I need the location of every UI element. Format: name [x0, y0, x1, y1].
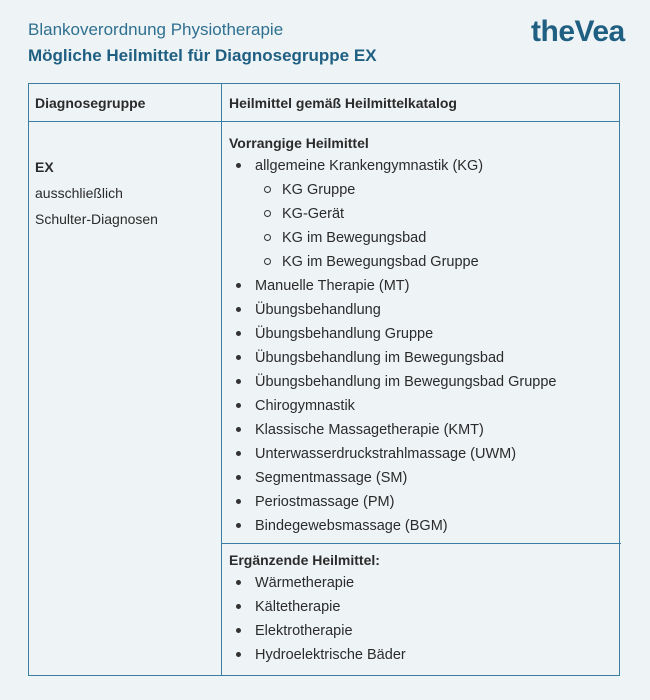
- disc-bullet-icon: [236, 379, 241, 384]
- col-header-diagnosegruppe: Diagnosegruppe: [35, 95, 146, 111]
- list-item: [229, 250, 619, 274]
- circle-bullet-icon: [264, 258, 271, 265]
- secondary-remedies-list: [229, 571, 619, 667]
- section-divider: [222, 543, 621, 544]
- list-item-label: Hydroelektrische Bäder: [255, 647, 406, 663]
- disc-bullet-icon: [236, 427, 241, 432]
- list-item-label: Periostmassage (PM): [255, 494, 395, 510]
- list-item: [229, 298, 619, 322]
- list-item-label: Unterwasserdruckstrahlmassage (UWM): [255, 446, 517, 462]
- list-item: [229, 490, 619, 514]
- col-header-heilmittel: Heilmittel gemäß Heilmittelkatalog: [229, 95, 457, 111]
- list-item: [229, 466, 619, 490]
- disc-bullet-icon: [236, 163, 241, 168]
- list-item: [229, 202, 619, 226]
- disc-bullet-icon: [236, 451, 241, 456]
- table-header-row: [29, 84, 619, 122]
- list-item-label: Übungsbehandlung Gruppe: [255, 326, 434, 342]
- diagnosis-code: EX: [35, 159, 54, 175]
- list-item: [229, 370, 619, 394]
- list-item-label: Kältetherapie: [255, 599, 341, 615]
- secondary-remedies-heading: Ergänzende Heilmittel:: [229, 552, 380, 568]
- list-item: [229, 571, 619, 595]
- primary-remedies-heading: Vorrangige Heilmittel: [229, 135, 369, 151]
- list-item: [229, 619, 619, 643]
- list-item: [229, 442, 619, 466]
- list-item-label: KG-Gerät: [282, 206, 345, 222]
- disc-bullet-icon: [236, 604, 241, 609]
- diagnosis-note-line2: Schulter-Diagnosen: [35, 211, 158, 227]
- list-item: [229, 643, 619, 667]
- disc-bullet-icon: [236, 403, 241, 408]
- list-item-label: Übungsbehandlung im Bewegungsbad: [255, 350, 505, 366]
- list-item: [229, 178, 619, 202]
- list-item: [229, 154, 619, 178]
- circle-bullet-icon: [264, 186, 271, 193]
- list-item: [229, 226, 619, 250]
- disc-bullet-icon: [236, 580, 241, 585]
- page-title: Mögliche Heilmittel für Diagnosegruppe EX: [28, 46, 377, 65]
- disc-bullet-icon: [236, 307, 241, 312]
- list-item-label: allgemeine Krankengymnastik (KG): [255, 158, 484, 174]
- list-item-label: Übungsbehandlung im Bewegungsbad Gruppe: [255, 374, 557, 390]
- circle-bullet-icon: [264, 210, 271, 217]
- primary-remedies-list: [229, 154, 619, 538]
- disc-bullet-icon: [236, 523, 241, 528]
- disc-bullet-icon: [236, 355, 241, 360]
- disc-bullet-icon: [236, 499, 241, 504]
- list-item-label: KG Gruppe: [282, 182, 356, 198]
- list-item: [229, 346, 619, 370]
- list-item: [229, 322, 619, 346]
- diagnosis-note-line1: ausschließlich: [35, 185, 123, 201]
- disc-bullet-icon: [236, 283, 241, 288]
- disc-bullet-icon: [236, 331, 241, 336]
- list-item: [229, 595, 619, 619]
- diagnosis-cell: [35, 154, 158, 232]
- list-item-label: Chirogymnastik: [255, 398, 355, 414]
- list-item-label: Übungsbehandlung: [255, 302, 381, 318]
- list-item-label: Bindegewebsmassage (BGM): [255, 518, 448, 534]
- circle-bullet-icon: [264, 234, 271, 241]
- disc-bullet-icon: [236, 628, 241, 633]
- disc-bullet-icon: [236, 652, 241, 657]
- list-item-label: Manuelle Therapie (MT): [255, 278, 410, 294]
- primary-remedies-section: [229, 132, 619, 538]
- disc-bullet-icon: [236, 475, 241, 480]
- thevea-logo: theVea: [531, 15, 625, 48]
- list-item-label: Klassische Massagetherapie (KMT): [255, 422, 484, 438]
- list-item: [229, 274, 619, 298]
- list-item-label: KG im Bewegungsbad Gruppe: [282, 254, 479, 270]
- list-item-label: KG im Bewegungsbad: [282, 230, 427, 246]
- list-item: [229, 418, 619, 442]
- column-divider: [221, 84, 222, 675]
- list-item: [229, 394, 619, 418]
- page-subtitle: Blankoverordnung Physiotherapie: [28, 20, 284, 39]
- list-item-label: Elektrotherapie: [255, 623, 353, 639]
- list-item: [229, 514, 619, 538]
- list-item-label: Segmentmassage (SM): [255, 470, 408, 486]
- list-item-label: Wärmetherapie: [255, 575, 355, 591]
- secondary-remedies-section: [229, 549, 619, 667]
- heilmittel-table: [28, 83, 620, 676]
